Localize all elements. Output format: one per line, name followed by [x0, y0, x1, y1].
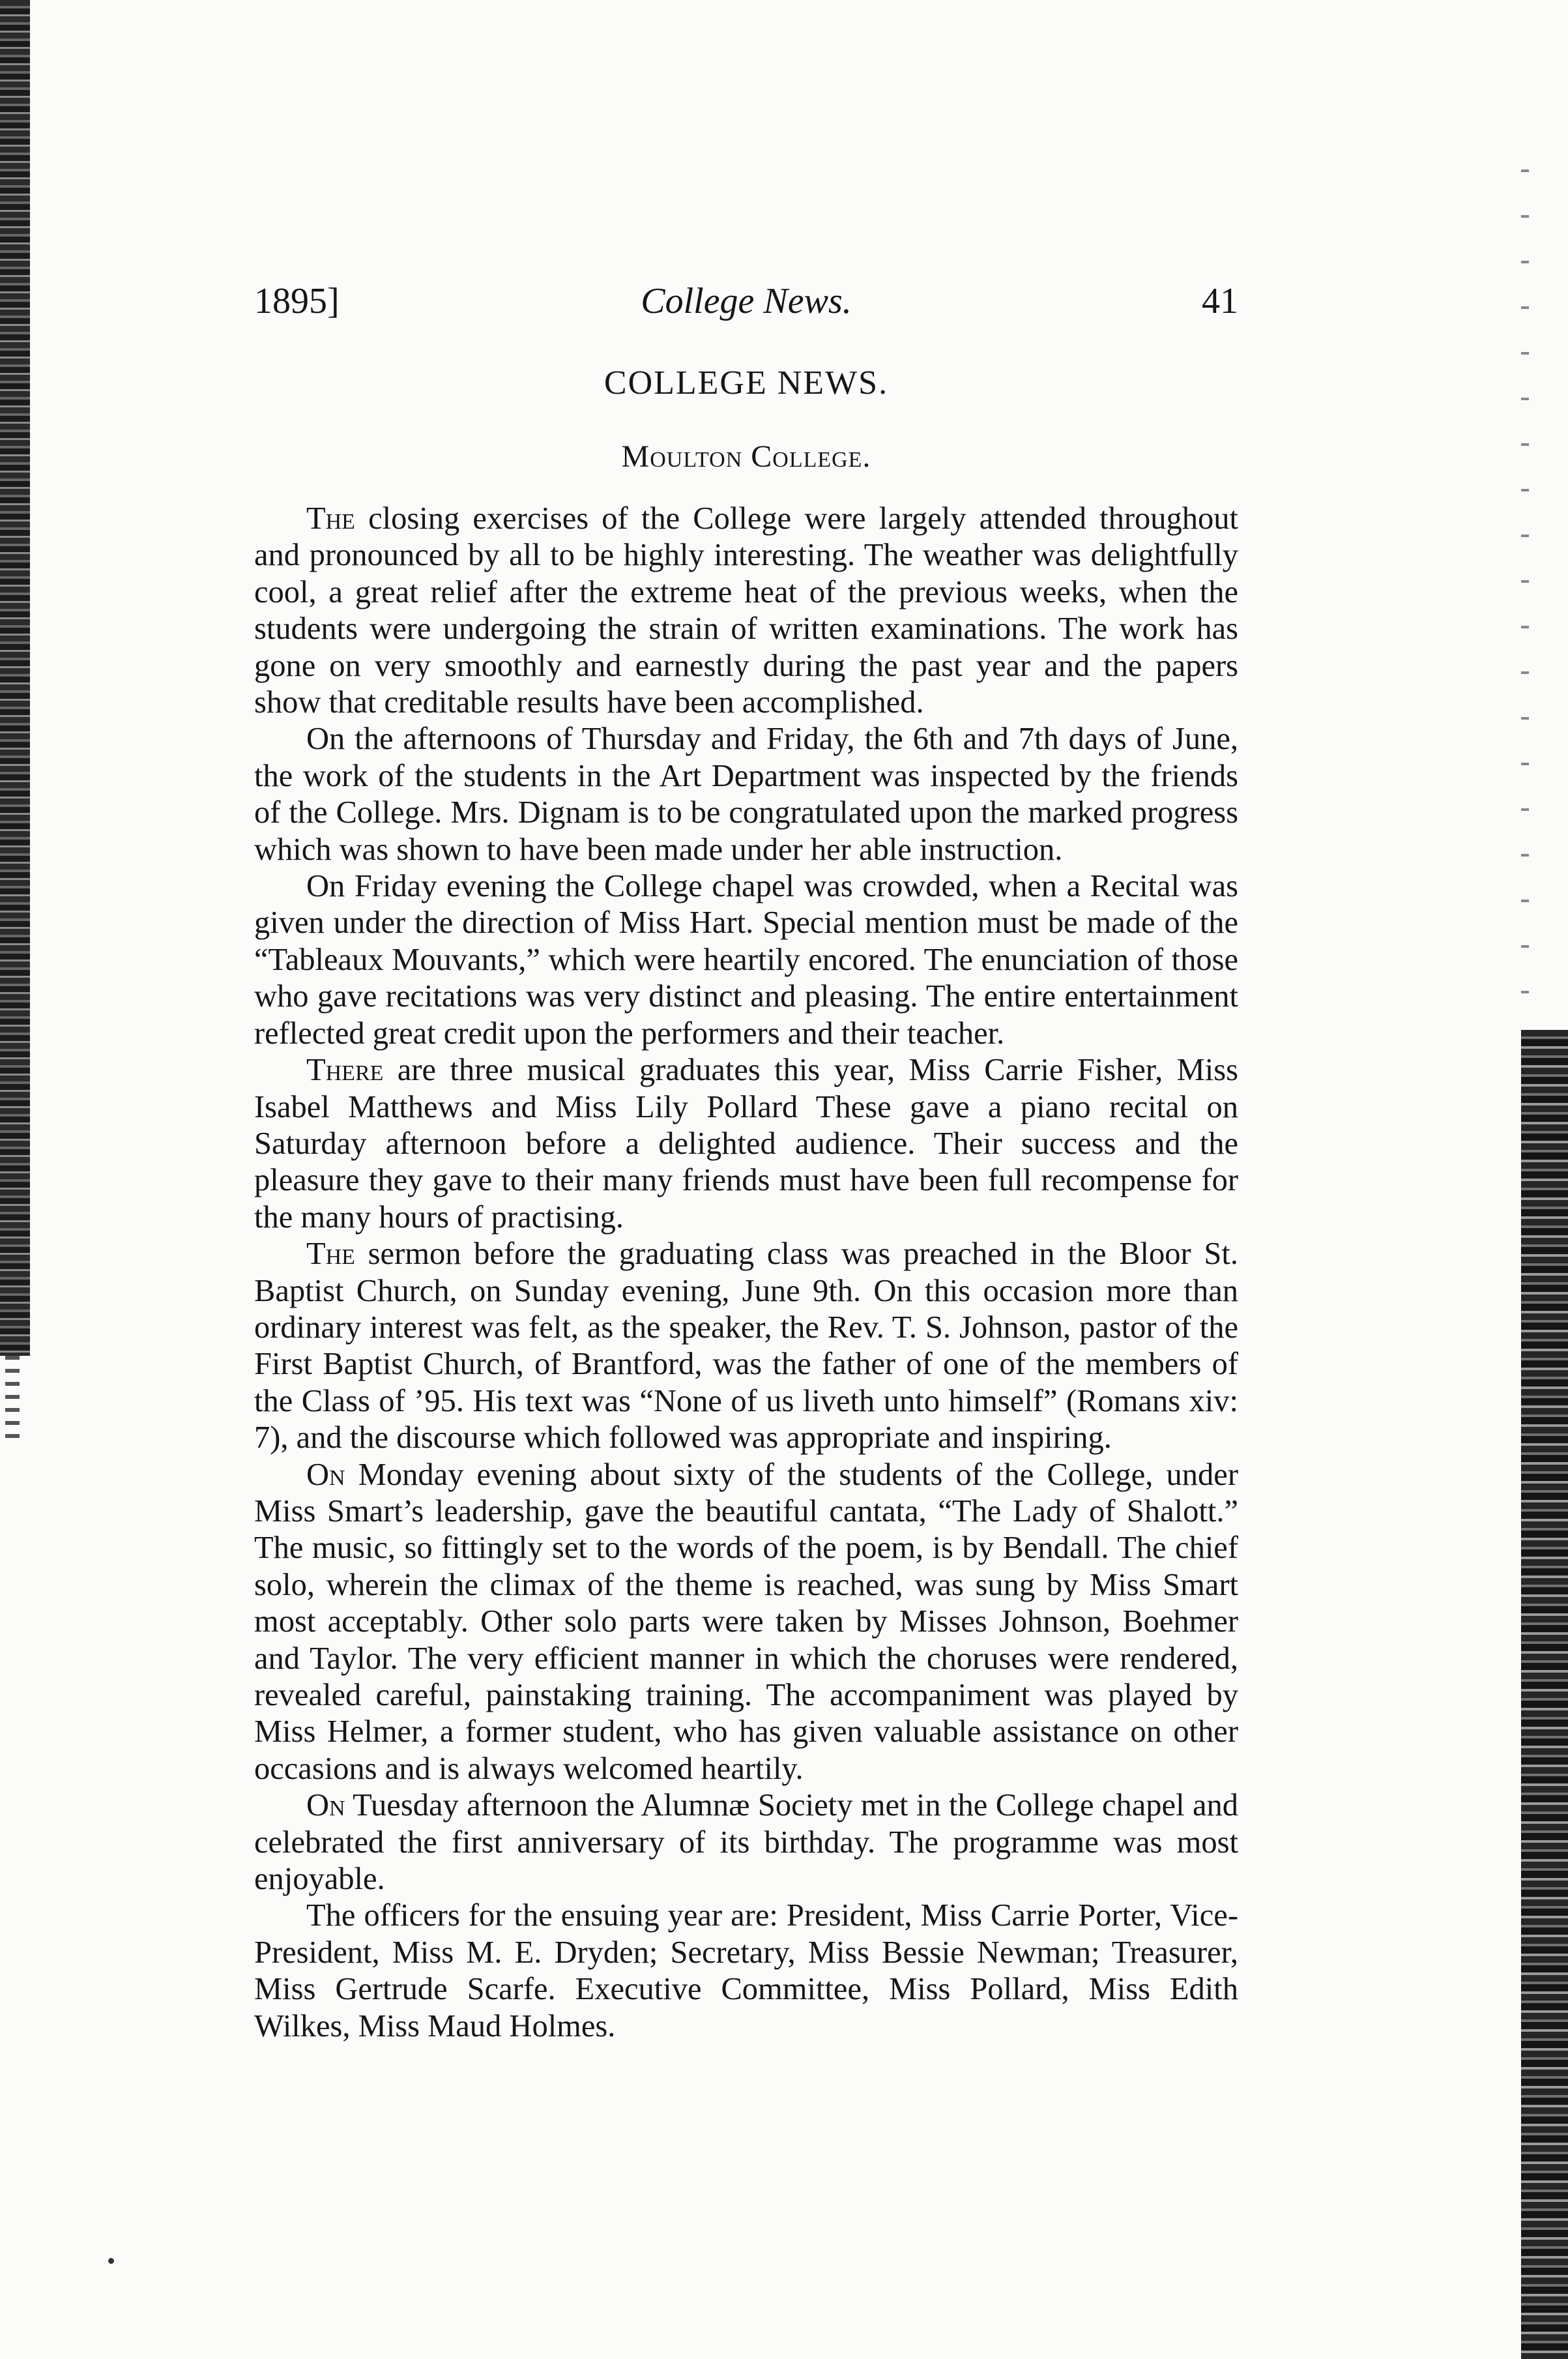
scan-speck	[108, 2258, 114, 2264]
scan-edge-right	[1521, 1030, 1568, 2359]
scan-edge-left-lower	[5, 1356, 20, 1447]
running-head-title: College News.	[641, 281, 852, 321]
paragraph-5	[254, 1236, 1238, 1456]
paragraph-7	[254, 1787, 1238, 1897]
paragraph-text: The officers for the ensuing year are: President, Miss Carrie Porter, Vice-President, Miss M. E. Dryden; Secretary, Miss Bessie Newman; Treasurer, Miss Gertrude Scarfe. Executive Committee, Miss Pollard, Miss Edith Wilkes, Miss Maud Holmes.	[254, 1898, 1238, 2044]
paragraph-text: On the afternoons of Thursday and Friday, the 6th and 7th days of June, the work of the students in the Art Department was inspected by the friends of the College. Mrs. Dignam is to be congratulated upon the marked progress which was shown to have been made under her able instruction.	[254, 722, 1238, 867]
page-number: 41	[1202, 281, 1238, 321]
paragraph-text: closing exercises of the College were largely attended throughout and pronounced by all to be highly interesting. The weather was delightfully cool, a great relief after the extreme heat of the previous weeks, when the students were undergoing the strain of written examinations. The work has gone on very smoothly and earnestly during the past year and the papers show that creditable results have been accomplished.	[254, 501, 1238, 720]
running-head	[254, 280, 1238, 332]
paragraph-2	[254, 721, 1238, 868]
paragraph-text: are three musical graduates this year, Miss Carrie Fisher, Miss Isabel Matthews and Miss Lily Pollard These gave a piano recital on Saturday afternoon before a delighted audience. Their success and the pleasure they gave to their many friends must have been full recompense for the many hours of practising.	[254, 1053, 1238, 1235]
paragraph-lead: There	[306, 1053, 384, 1088]
paragraph-text: On Friday evening the College chapel was crowded, when a Recital was given under the direction of Miss Hart. Special mention must be made of the “Tableaux Mouvants,” which were heartily encored. The enunciation of those who gave recitations was very distinct and pleasing. The entire entertainment reflected great credit upon the performers and their teacher.	[254, 869, 1238, 1051]
paragraph-3	[254, 868, 1238, 1052]
page-body	[254, 280, 1238, 2045]
paragraph-text: Monday evening about sixty of the students of the College, under Miss Smart’s leadership, gave the beautiful cantata, “The Lady of Shalott.” The music, so fittingly set to the words of the poem, is by Bendall. The chief solo, wherein the climax of the theme is reached, was sung by Miss Smart most acceptably. Other solo parts were taken by Misses Johnson, Boehmer and Taylor. The very efficient manner in which the choruses were rendered, revealed careful, painstaking training. The accompaniment was played by Miss Helmer, a former student, who has given valuable assistance on other occasions and is always welcomed heartily.	[254, 1457, 1238, 1786]
paragraph-1	[254, 501, 1238, 721]
paragraph-lead: The	[306, 1237, 355, 1272]
running-head-year: 1895]	[254, 281, 340, 321]
paragraph-4	[254, 1052, 1238, 1236]
paragraph-6	[254, 1457, 1238, 1788]
paragraph-lead: On	[306, 1457, 345, 1492]
paragraph-8	[254, 1897, 1238, 2045]
paragraph-text: sermon before the graduating class was preached in the Bloor St. Baptist Church, on Sunday evening, June 9th. On this occasion more than ordinary interest was felt, as the speaker, the Rev. T. S. Johnson, pastor of the First Baptist Church, of Brantford, was the father of one of the members of the Class of ’95. His text was “None of us liveth unto himself” (Romans xiv: 7), and the discourse which followed was appropriate and inspiring.	[254, 1237, 1238, 1456]
paragraph-lead: On	[306, 1788, 345, 1823]
scan-edge-left	[0, 0, 30, 1356]
paragraph-text: Tuesday afternoon the Alumnæ Society met in the College chapel and celebrated the first anniversary of its birthday. The programme was most enjoyable.	[254, 1788, 1238, 1897]
scan-noise-right	[1521, 169, 1529, 1017]
subsection-title: Moulton College.	[621, 439, 871, 474]
paragraph-lead: The	[306, 501, 355, 536]
section-title: COLLEGE NEWS.	[603, 364, 889, 402]
